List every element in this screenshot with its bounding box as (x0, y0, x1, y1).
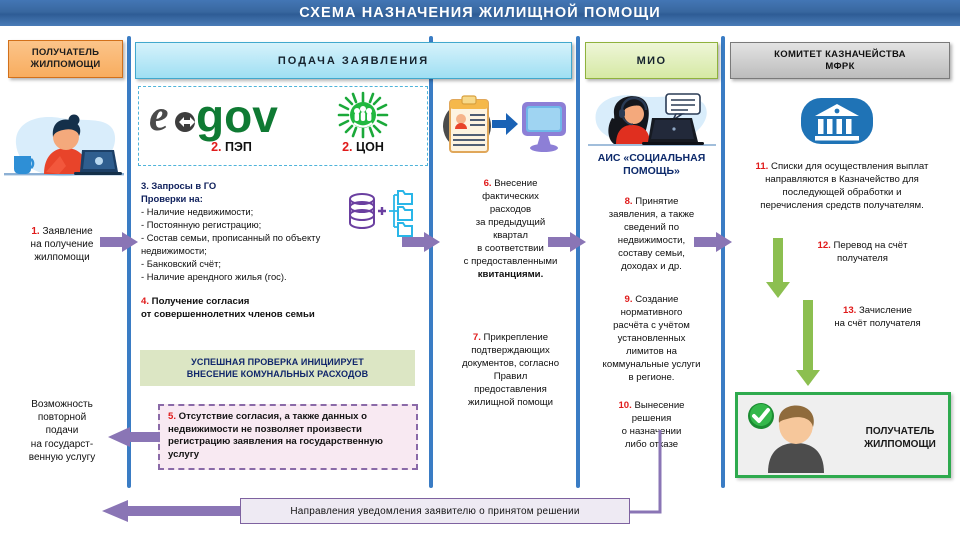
step-9-number: 9. (624, 294, 633, 305)
step-6-line2: фактических (482, 190, 539, 202)
header-mio-label: МИО (636, 54, 667, 67)
step-12-number: 12. (817, 240, 831, 251)
step-12-line2: получателя (837, 252, 888, 264)
step-13-line1: Зачисление (856, 305, 912, 316)
header-treasury-line1: КОМИТЕТ КАЗНАЧЕЙСТВА (774, 48, 906, 60)
notification-text: Направления уведомления заявителю о принятом решении (290, 505, 580, 517)
step-7-line5: предоставления (474, 383, 547, 395)
form-to-monitor-icon (440, 92, 570, 162)
step-9-line5: лимитов на (626, 345, 677, 357)
result-recipient-box (735, 392, 951, 478)
step-6-text (438, 178, 583, 282)
ais-line1: АИС «СОЦИАЛЬНАЯ (597, 152, 706, 164)
svg-text:e: e (149, 91, 169, 140)
column-separator-4 (721, 36, 725, 488)
step-1-label-a: Заявление (42, 226, 93, 237)
ais-line2: ПОМОЩЬ» (623, 165, 680, 178)
column-separator-2 (429, 36, 433, 488)
svg-text:gov: gov (196, 90, 278, 142)
step-7-line3: документов, согласно (461, 357, 560, 369)
operator-headset-icon (588, 88, 716, 150)
con-sun-logo-icon (327, 91, 399, 139)
page-title: СХЕМА НАЗНАЧЕНИЯ ЖИЛИЩНОЙ ПОМОЩИ (299, 5, 661, 21)
person-at-laptop-icon (4, 92, 124, 187)
greenbar-line1: УСПЕШНАЯ ПРОВЕРКА ИНИЦИИРУЕТ (191, 356, 364, 367)
step-3-text (141, 180, 391, 284)
step-6-line5: квартал (493, 229, 528, 241)
step-13-number: 13. (842, 305, 857, 316)
header-recipient-line1: ПОЛУЧАТЕЛЬ (31, 47, 100, 59)
ais-system-label (585, 152, 718, 178)
step-7-line2: подтверждающих (471, 344, 550, 356)
step-4-line2: от совершеннолетних членов семьи (141, 308, 315, 320)
con-caption (321, 140, 405, 154)
pep-number: 2. (211, 140, 222, 154)
step-1-label-c: жилпомощи (34, 252, 90, 263)
step-3-item-0: - Наличие недвижимости; (141, 205, 254, 217)
repeat-line1: Возможность (31, 399, 93, 410)
repeat-line2: повторной (37, 412, 87, 424)
egov-con-panel (138, 86, 428, 166)
repeat-line3: подачи (45, 425, 79, 437)
step-3-item-3: недвижимости; (141, 244, 207, 256)
header-treasury-line2: МФРК (825, 60, 855, 72)
green-check-icon (746, 401, 776, 431)
step-1-number: 1. (31, 226, 40, 237)
step-3-subtitle: Проверки на: (141, 192, 203, 204)
result-recipient-label (850, 425, 950, 451)
step-6-line6: в соответствии (477, 242, 544, 254)
step-7-number: 7. (472, 332, 481, 343)
step-11-line1: Списки для осуществления выплат (768, 161, 929, 172)
step-10-line1: Вынесение (631, 400, 685, 411)
header-mio (585, 42, 718, 79)
step-7-line6: жилищной помощи (468, 396, 553, 408)
arrow-step12-to-result (798, 300, 818, 388)
step-9-line1: Создание (632, 294, 679, 305)
pep-label: ПЭП (221, 140, 252, 154)
repeat-line4: на государст- (30, 438, 94, 450)
step-11-line3: последующей обработки и (782, 187, 902, 199)
step-12-text (770, 240, 955, 266)
column-separator-1 (127, 36, 131, 488)
step-10-line4: либо отказе (624, 438, 679, 450)
notification-box (240, 498, 630, 524)
step-8-line2: заявления, а также (608, 208, 695, 220)
step-8-number: 8. (624, 196, 633, 207)
step-5-text: Отсутствие согласия, а также данных о недвижимости не позволяет произвести регистрацию заявления на государственную услугу (168, 411, 383, 460)
title-bar (0, 0, 960, 26)
step-8-line6: доходах и др. (621, 260, 682, 272)
greenbar-line2: ВНЕСЕНИЕ КОМУНАЛЬНЫХ РАСХОДОВ (186, 369, 369, 379)
con-number: 2. (342, 140, 353, 154)
step-8-line3: сведений по (623, 221, 680, 233)
header-treasury (730, 42, 950, 79)
step-10-line2: решения (631, 412, 672, 424)
repeat-possibility-text (2, 398, 122, 464)
step-9-text (585, 294, 718, 385)
step-8-line4: недвижимости, (617, 234, 686, 246)
result-line1: ПОЛУЧАТЕЛЬ (865, 426, 935, 437)
step-7-text (438, 332, 583, 410)
step-13-line2: на счёт получателя (834, 317, 921, 329)
arrow-step5-to-repeat (108, 427, 160, 447)
header-submission (135, 42, 572, 79)
step-4-line1: Получение согласия (149, 296, 250, 307)
step-9-line4: установленных (617, 332, 686, 344)
result-line2: ЖИЛПОМОЩИ (864, 439, 936, 450)
step-4-number: 4. (141, 296, 150, 307)
step-11-number: 11. (755, 161, 769, 172)
step-6-line7: с предоставленными (463, 255, 558, 267)
step-7-line4: Правил (493, 370, 528, 382)
step-9-line3: расчёта с учётом (613, 319, 690, 331)
step-10-number: 10. (618, 400, 632, 411)
successful-check-banner (140, 350, 415, 386)
step-9-line6: коммунальные услуги (602, 358, 701, 370)
step-5-box (158, 404, 418, 470)
step-3-item-4: - Банковский счёт; (141, 257, 222, 269)
step-8-line1: Принятие (632, 196, 679, 207)
arrow-step1-to-step3 (100, 232, 140, 252)
step-6-line3: расходов (489, 203, 532, 215)
step-1-label-b: на получение (30, 239, 94, 250)
step-10-line3: о назначении (621, 425, 682, 437)
header-recipient (8, 40, 123, 78)
step-3-title: Запросы в ГО (148, 180, 217, 191)
step-3-item-5: - Наличие арендного жилья (гос). (141, 270, 287, 282)
repeat-line5: венную услугу (28, 451, 96, 463)
arrow-step3-to-step6 (402, 232, 442, 252)
arrow-step11-to-step12 (768, 238, 788, 300)
step-4-text (141, 296, 396, 321)
arrow-step8-to-step11 (694, 232, 734, 252)
step-6-line1: Внесение (491, 178, 538, 189)
step-6-line8: квитанциями. (477, 268, 544, 280)
step-11-line4: перечисления средств получателям. (760, 200, 924, 212)
step-11-text (727, 160, 957, 212)
header-submission-label: ПОДАЧА ЗАЯВЛЕНИЯ (277, 54, 430, 67)
header-recipient-line2: ЖИЛПОМОЩИ (30, 59, 101, 70)
step-3-item-2: - Состав семьи, прописанный по объекту (141, 231, 321, 243)
step-8-line5: составу семьи, (618, 247, 685, 259)
step-12-line1: Перевод на счёт (830, 240, 908, 251)
con-label: ЦОН (352, 140, 384, 154)
step-13-text (800, 305, 955, 331)
notification-connector-line (625, 430, 665, 512)
egov-logo-icon (149, 90, 314, 142)
step-6-number: 6. (483, 178, 492, 189)
arrow-notification-to-recipient (100, 500, 246, 522)
step-9-line2: нормативного (620, 306, 683, 318)
step-9-line7: в регионе. (628, 371, 675, 383)
bank-building-icon (797, 92, 877, 150)
pep-caption (149, 140, 314, 154)
step-5-number: 5. (168, 411, 177, 422)
step-3-number: 3. (141, 180, 149, 191)
step-7-line1: Прикрепление (480, 332, 549, 343)
arrow-step6-to-step8 (548, 232, 588, 252)
step-3-item-1: - Постоянную регистрацию; (141, 218, 262, 230)
step-6-line4: за предыдущий (475, 216, 546, 228)
step-11-line2: направляются в Казначейство для (765, 174, 919, 186)
